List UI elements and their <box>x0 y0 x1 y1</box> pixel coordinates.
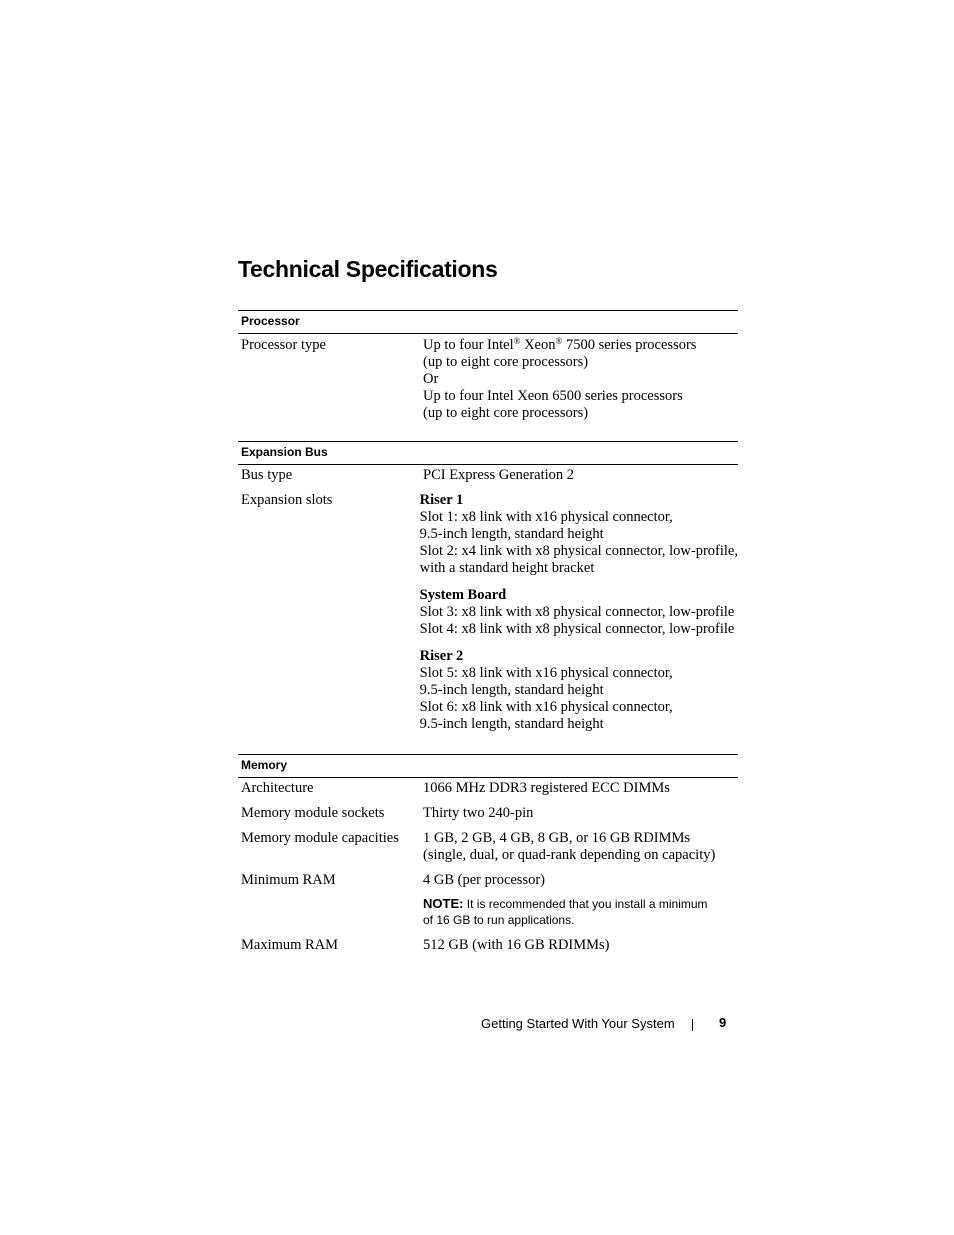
bus-type-label: Bus type <box>241 467 293 483</box>
processor-type-line: (up to eight core processors) <box>423 405 589 421</box>
bus-type-row <box>238 467 738 484</box>
footer-separator <box>692 1019 693 1031</box>
expansion-heading: Expansion Bus <box>238 441 738 465</box>
slot-line: Slot 5: x8 link with x16 physical connector, <box>419 665 673 681</box>
capacities-row <box>238 830 738 864</box>
processor-type-label: Processor type <box>241 337 326 353</box>
note-label: NOTE: <box>423 896 464 911</box>
sockets-value: Thirty two 240-pin <box>423 805 534 821</box>
registered-mark: ® <box>513 336 521 346</box>
maximum-ram-label: Maximum RAM <box>241 937 339 953</box>
footer-text: Getting Started With Your System <box>481 1016 675 1031</box>
slot-line: Slot 2: x4 link with x8 physical connector, low-profile, <box>419 543 738 559</box>
expansion-slots-row <box>238 492 738 733</box>
slot-line: Slot 6: x8 link with x16 physical connector, <box>419 699 673 715</box>
note-line <box>423 895 738 912</box>
expansion-section <box>238 441 738 733</box>
bus-type-value: PCI Express Generation 2 <box>423 467 575 483</box>
processor-text: Up to four Intel <box>423 337 514 353</box>
processor-heading: Processor <box>238 310 738 334</box>
architecture-label: Architecture <box>241 780 314 796</box>
note-text: It is recommended that you install a minimum <box>463 897 708 911</box>
minimum-ram-text: 4 GB (per processor) <box>423 872 546 888</box>
processor-section <box>238 310 738 422</box>
page-number: 9 <box>719 1015 727 1030</box>
architecture-row <box>238 780 738 797</box>
slot-line: 9.5-inch length, standard height <box>419 526 604 542</box>
processor-type-line: Up to four Intel Xeon 6500 series processors <box>423 388 683 404</box>
slot-line: 9.5-inch length, standard height <box>419 682 604 698</box>
processor-type-line: (up to eight core processors) <box>423 354 589 370</box>
processor-type-row <box>238 337 738 422</box>
processor-type-value <box>423 337 738 422</box>
memory-heading: Memory <box>238 754 738 778</box>
processor-type-line: Or <box>423 371 439 387</box>
capacities-label: Memory module capacities <box>241 830 399 846</box>
architecture-value: 1066 MHz DDR3 registered ECC DIMMs <box>423 780 670 796</box>
minimum-ram-value <box>423 872 738 929</box>
sockets-row <box>238 805 738 822</box>
minimum-ram-label: Minimum RAM <box>241 872 336 888</box>
capacities-line: 1 GB, 2 GB, 4 GB, 8 GB, or 16 GB RDIMMs <box>423 830 691 846</box>
system-board-title: System Board <box>419 587 507 603</box>
expansion-slots-label: Expansion slots <box>241 492 333 508</box>
maximum-ram-row <box>238 937 738 954</box>
riser2-title: Riser 2 <box>419 648 464 664</box>
sockets-label: Memory module sockets <box>241 805 385 821</box>
processor-text: Xeon <box>520 337 556 353</box>
expansion-slots-value <box>420 492 738 733</box>
riser1-title: Riser 1 <box>419 492 464 508</box>
note-line: of 16 GB to run applications. <box>423 913 575 927</box>
capacities-value <box>423 830 738 864</box>
processor-text: 7500 series processors <box>562 337 697 353</box>
maximum-ram-value: 512 GB (with 16 GB RDIMMs) <box>423 937 610 953</box>
processor-type-line <box>423 337 738 354</box>
slot-line: Slot 1: x8 link with x16 physical connector, <box>419 509 673 525</box>
slot-line: Slot 3: x8 link with x8 physical connector, low-profile <box>419 604 735 620</box>
memory-section <box>238 754 738 954</box>
slot-line: with a standard height bracket <box>419 560 595 576</box>
registered-mark: ® <box>555 336 563 346</box>
minimum-ram-row <box>238 872 738 929</box>
page-title: Technical Specifications <box>238 256 498 282</box>
slot-line: 9.5-inch length, standard height <box>419 716 604 732</box>
capacities-line: (single, dual, or quad-rank depending on capacity) <box>423 847 716 863</box>
slot-line: Slot 4: x8 link with x8 physical connector, low-profile <box>419 621 735 637</box>
